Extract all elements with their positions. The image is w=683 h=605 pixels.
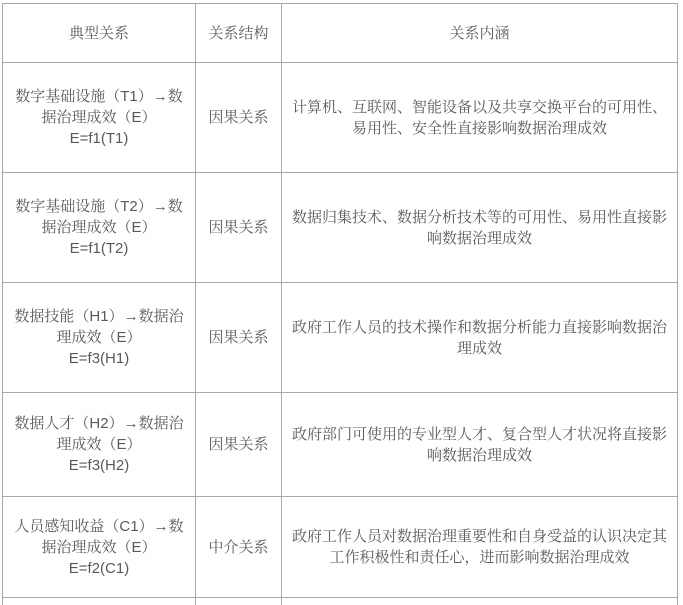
relation-text: 人员感知收益（C1）→数据治理成效（E） xyxy=(14,517,184,556)
table-row-partial xyxy=(3,598,678,605)
structure-cell: 因果关系 xyxy=(196,283,282,393)
table-row xyxy=(3,173,678,283)
relation-cell xyxy=(3,497,196,598)
relation-cell xyxy=(3,598,196,605)
formula-text: E=f2(C1) xyxy=(68,559,130,577)
meaning-cell: 政府工作人员的技术操作和数据分析能力直接影响数据治理成效 xyxy=(282,283,678,393)
relation-text: 数字基础设施（T2）→数据治理成效（E） xyxy=(15,198,183,236)
structure-cell: 因果关系 xyxy=(196,393,282,497)
structure-cell: 中介关系 xyxy=(196,497,282,598)
relation-text: 数据人才（H2）→数据治理成效（E） xyxy=(14,415,184,453)
table-header-row xyxy=(3,4,678,63)
table-row xyxy=(3,497,678,598)
formula-text: E=f3(H2) xyxy=(68,457,130,474)
header-cell-meaning: 关系内涵 xyxy=(282,4,678,63)
relation-cell xyxy=(3,283,196,393)
relation-cell xyxy=(3,393,196,497)
formula-text: E=f1(T2) xyxy=(69,240,129,257)
structure-cell: 因果关系 xyxy=(196,63,282,173)
meaning-cell: 政府部门可使用的专业型人才、复合型人才状况将直接影响数据治理成效 xyxy=(282,393,678,497)
relation-text: 数字基础设施（T1）→数据治理成效（E） xyxy=(15,88,183,126)
table-row xyxy=(3,393,678,497)
table-row xyxy=(3,283,678,393)
header-cell-relation: 典型关系 xyxy=(3,4,196,63)
table-row xyxy=(3,63,678,173)
meaning-cell xyxy=(282,598,678,605)
relation-cell xyxy=(3,173,196,283)
meaning-cell: 计算机、互联网、智能设备以及共享交换平台的可用性、易用性、安全性直接影响数据治理成效 xyxy=(282,63,678,173)
structure-cell xyxy=(196,598,282,605)
formula-text: E=f3(H1) xyxy=(68,350,130,367)
relations-table xyxy=(2,3,678,605)
header-cell-structure: 关系结构 xyxy=(196,4,282,63)
meaning-cell: 政府工作人员对数据治理重要性和自身受益的认识决定其工作积极性和责任心，进而影响数据治理成效 xyxy=(282,497,678,598)
structure-cell: 因果关系 xyxy=(196,173,282,283)
relation-text: 数据技能（H1）→数据治理成效（E） xyxy=(14,308,184,346)
relation-cell xyxy=(3,63,196,173)
formula-text: E=f1(T1) xyxy=(69,130,129,147)
meaning-cell: 数据归集技术、数据分析技术等的可用性、易用性直接影响数据治理成效 xyxy=(282,173,678,283)
